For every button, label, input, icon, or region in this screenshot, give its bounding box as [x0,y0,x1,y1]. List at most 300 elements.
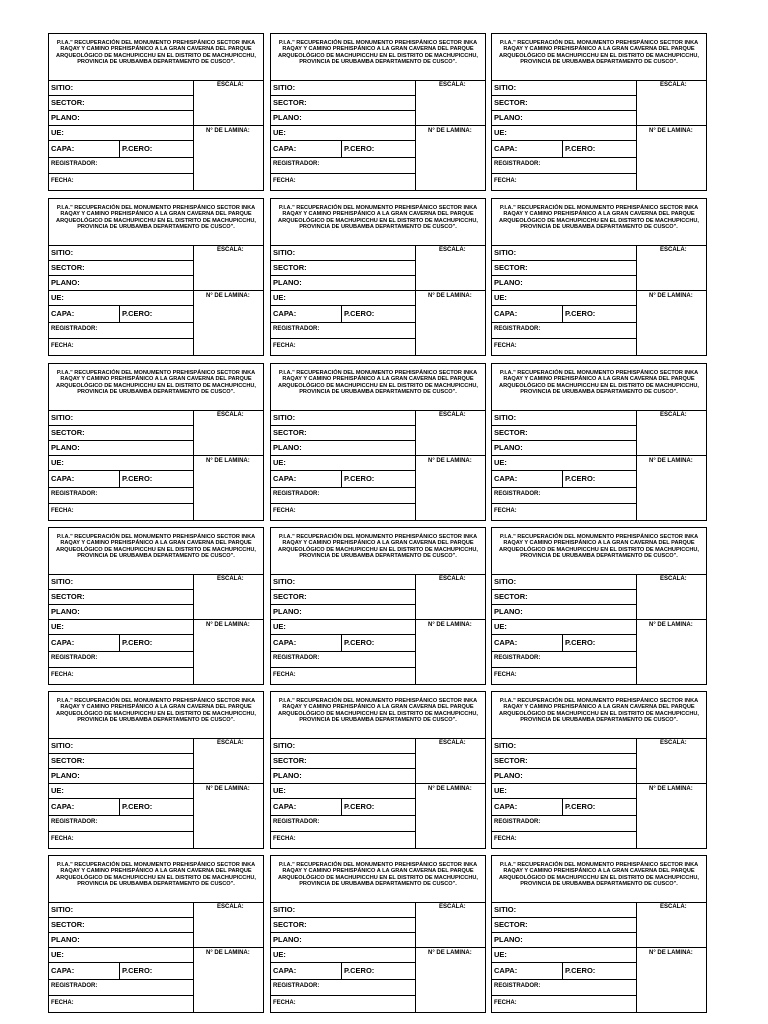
field-divider [492,425,636,426]
registrador-label: REGISTRADOR: [494,983,541,989]
capa-divider [341,140,342,157]
field-divider [492,140,636,141]
fecha-label: FECHA: [494,343,517,349]
field-label-card [491,527,707,685]
pcero-label: P.CERO: [122,966,153,975]
field-divider [492,979,636,980]
capa-label: CAPA: [494,638,518,647]
capa-label: CAPA: [494,474,518,483]
field-divider [492,651,636,652]
field-divider [271,798,415,799]
ue-label: UE: [494,128,507,137]
fecha-label: FECHA: [494,178,517,184]
capa-divider [119,798,120,815]
field-divider [271,157,415,158]
field-divider [271,470,415,471]
lamina-label: N° DE LAMINA: [649,786,693,792]
field-divider [492,305,636,306]
field-divider [49,917,193,918]
sitio-label: SITIO: [51,83,74,92]
field-divider [49,487,193,488]
field-divider [49,173,193,174]
sitio-label: SITIO: [51,905,74,914]
column-divider [636,245,637,355]
fecha-label: FECHA: [51,508,74,514]
field-divider [492,110,636,111]
capa-label: CAPA: [494,144,518,153]
lamina-label: N° DE LAMINA: [649,622,693,628]
field-divider [271,95,415,96]
pcero-label: P.CERO: [565,638,596,647]
fecha-label: FECHA: [494,836,517,842]
field-divider [271,634,415,635]
field-divider [271,917,415,918]
column-divider [193,574,194,684]
fecha-label: FECHA: [494,508,517,514]
ue-label: UE: [51,128,64,137]
plano-label: PLANO: [51,443,80,452]
field-divider [492,634,636,635]
field-divider [49,275,193,276]
pcero-label: P.CERO: [122,638,153,647]
column-divider [193,902,194,1012]
field-divider [49,470,193,471]
column-divider [636,574,637,684]
scale-divider [193,125,263,126]
field-divider [49,798,193,799]
card-title: P.I.A." RECUPERACIÓN DEL MONUMENTO PREHISPÁNICO SECTOR INKA RAQAY Y CAMINO PREHISPÁNICO A LA GRAN CAVERNA DEL PARQUE ARQUEOLÓGICO DE MACHUPICCHU EN EL DISTRITO DE MACHUPICCHU, PROVINCIA DE URUBAMBA DEPARTAMENTO DE CUSCO". [492,364,706,411]
field-divider [49,815,193,816]
sector-label: SECTOR: [494,756,528,765]
field-divider [49,947,193,948]
registrador-label: REGISTRADOR: [51,326,98,332]
lamina-label: N° DE LAMINA: [428,950,472,956]
field-divider [492,768,636,769]
field-divider [49,634,193,635]
sitio-label: SITIO: [51,577,74,586]
scale-divider [415,947,485,948]
escala-label: ESCALA: [660,412,687,418]
field-label-card [48,691,264,849]
field-divider [492,932,636,933]
field-divider [271,815,415,816]
card-title: P.I.A." RECUPERACIÓN DEL MONUMENTO PREHISPÁNICO SECTOR INKA RAQAY Y CAMINO PREHISPÁNICO A LA GRAN CAVERNA DEL PARQUE ARQUEOLÓGICO DE MACHUPICCHU EN EL DISTRITO DE MACHUPICCHU, PROVINCIA DE URUBAMBA DEPARTAMENTO DE CUSCO". [492,692,706,739]
field-divider [271,503,415,504]
ue-label: UE: [494,950,507,959]
lamina-label: N° DE LAMINA: [206,293,250,299]
sector-label: SECTOR: [51,98,85,107]
field-divider [492,275,636,276]
escala-label: ESCALA: [439,412,466,418]
scale-divider [193,947,263,948]
capa-label: CAPA: [494,309,518,318]
pcero-label: P.CERO: [122,474,153,483]
pcero-label: P.CERO: [565,966,596,975]
registrador-label: REGISTRADOR: [273,326,320,332]
field-divider [271,604,415,605]
field-divider [271,768,415,769]
column-divider [415,80,416,190]
plano-label: PLANO: [494,113,523,122]
scale-divider [415,455,485,456]
field-divider [271,783,415,784]
field-divider [271,290,415,291]
scale-divider [636,125,706,126]
registrador-label: REGISTRADOR: [51,161,98,167]
registrador-label: REGISTRADOR: [51,983,98,989]
field-divider [49,95,193,96]
field-divider [49,322,193,323]
field-divider [271,260,415,261]
field-divider [271,667,415,668]
pcero-label: P.CERO: [565,309,596,318]
capa-label: CAPA: [51,144,75,153]
lamina-label: N° DE LAMINA: [428,458,472,464]
capa-divider [119,470,120,487]
pcero-label: P.CERO: [344,474,375,483]
field-divider [492,604,636,605]
field-label-card [491,691,707,849]
ue-label: UE: [273,622,286,631]
scale-divider [193,455,263,456]
pcero-label: P.CERO: [565,802,596,811]
lamina-label: N° DE LAMINA: [206,128,250,134]
field-divider [492,815,636,816]
scale-divider [193,783,263,784]
lamina-label: N° DE LAMINA: [649,950,693,956]
column-divider [415,902,416,1012]
ue-label: UE: [494,293,507,302]
sitio-label: SITIO: [51,413,74,422]
field-divider [492,455,636,456]
capa-divider [119,305,120,322]
field-divider [271,753,415,754]
field-divider [49,140,193,141]
scale-divider [415,125,485,126]
field-divider [492,589,636,590]
escala-label: ESCALA: [217,740,244,746]
field-divider [271,487,415,488]
field-divider [492,798,636,799]
scale-divider [193,290,263,291]
card-title: P.I.A." RECUPERACIÓN DEL MONUMENTO PREHISPÁNICO SECTOR INKA RAQAY Y CAMINO PREHISPÁNICO A LA GRAN CAVERNA DEL PARQUE ARQUEOLÓGICO DE MACHUPICCHU EN EL DISTRITO DE MACHUPICCHU, PROVINCIA DE URUBAMBA DEPARTAMENTO DE CUSCO". [271,528,485,575]
field-divider [271,962,415,963]
ue-label: UE: [51,786,64,795]
ue-label: UE: [273,293,286,302]
field-divider [271,455,415,456]
capa-label: CAPA: [51,474,75,483]
plano-label: PLANO: [494,443,523,452]
capa-label: CAPA: [494,802,518,811]
field-divider [49,651,193,652]
pcero-label: P.CERO: [565,474,596,483]
escala-label: ESCALA: [439,740,466,746]
field-divider [49,667,193,668]
registrador-label: REGISTRADOR: [51,491,98,497]
field-divider [492,470,636,471]
field-label-card [270,855,486,1013]
sitio-label: SITIO: [273,413,296,422]
capa-divider [562,305,563,322]
field-divider [271,305,415,306]
capa-divider [562,634,563,651]
pcero-label: P.CERO: [344,966,375,975]
fecha-label: FECHA: [273,508,296,514]
fecha-label: FECHA: [273,343,296,349]
fecha-label: FECHA: [51,836,74,842]
field-divider [49,979,193,980]
sitio-label: SITIO: [273,248,296,257]
capa-label: CAPA: [494,966,518,975]
fecha-label: FECHA: [494,672,517,678]
fecha-label: FECHA: [273,1000,296,1006]
capa-divider [119,140,120,157]
capa-divider [119,962,120,979]
field-label-card [270,527,486,685]
pcero-label: P.CERO: [344,802,375,811]
field-divider [49,962,193,963]
ue-label: UE: [494,786,507,795]
ue-label: UE: [273,128,286,137]
field-divider [492,173,636,174]
field-label-card [48,527,264,685]
sector-label: SECTOR: [494,263,528,272]
sector-label: SECTOR: [273,428,307,437]
plano-label: PLANO: [51,607,80,616]
capa-divider [341,962,342,979]
pcero-label: P.CERO: [565,144,596,153]
capa-divider [562,798,563,815]
field-divider [271,338,415,339]
card-title: P.I.A." RECUPERACIÓN DEL MONUMENTO PREHISPÁNICO SECTOR INKA RAQAY Y CAMINO PREHISPÁNICO A LA GRAN CAVERNA DEL PARQUE ARQUEOLÓGICO DE MACHUPICCHU EN EL DISTRITO DE MACHUPICCHU, PROVINCIA DE URUBAMBA DEPARTAMENTO DE CUSCO". [271,856,485,903]
field-label-card [491,198,707,356]
field-label-card [270,198,486,356]
escala-label: ESCALA: [217,82,244,88]
field-divider [49,932,193,933]
sector-label: SECTOR: [273,263,307,272]
sitio-label: SITIO: [273,741,296,750]
escala-label: ESCALA: [217,412,244,418]
registrador-label: REGISTRADOR: [273,655,320,661]
card-title: P.I.A." RECUPERACIÓN DEL MONUMENTO PREHISPÁNICO SECTOR INKA RAQAY Y CAMINO PREHISPÁNICO A LA GRAN CAVERNA DEL PARQUE ARQUEOLÓGICO DE MACHUPICCHU EN EL DISTRITO DE MACHUPICCHU, PROVINCIA DE URUBAMBA DEPARTAMENTO DE CUSCO". [49,856,263,903]
field-divider [271,125,415,126]
scale-divider [415,783,485,784]
lamina-label: N° DE LAMINA: [428,128,472,134]
capa-label: CAPA: [273,638,297,647]
column-divider [193,738,194,848]
sitio-label: SITIO: [494,577,517,586]
field-divider [49,305,193,306]
capa-label: CAPA: [273,966,297,975]
field-divider [492,487,636,488]
capa-divider [119,634,120,651]
card-title: P.I.A." RECUPERACIÓN DEL MONUMENTO PREHISPÁNICO SECTOR INKA RAQAY Y CAMINO PREHISPÁNICO A LA GRAN CAVERNA DEL PARQUE ARQUEOLÓGICO DE MACHUPICCHU EN EL DISTRITO DE MACHUPICCHU, PROVINCIA DE URUBAMBA DEPARTAMENTO DE CUSCO". [49,692,263,739]
column-divider [636,80,637,190]
capa-label: CAPA: [51,309,75,318]
capa-divider [341,470,342,487]
registrador-label: REGISTRADOR: [273,819,320,825]
lamina-label: N° DE LAMINA: [206,622,250,628]
plano-label: PLANO: [273,278,302,287]
sector-label: SECTOR: [51,592,85,601]
sector-label: SECTOR: [51,920,85,929]
field-divider [271,440,415,441]
sitio-label: SITIO: [494,248,517,257]
field-divider [492,338,636,339]
field-label-card [48,855,264,1013]
capa-divider [562,140,563,157]
escala-label: ESCALA: [660,904,687,910]
lamina-label: N° DE LAMINA: [649,293,693,299]
field-divider [492,917,636,918]
field-divider [492,667,636,668]
plano-label: PLANO: [273,607,302,616]
field-divider [492,753,636,754]
pcero-label: P.CERO: [122,144,153,153]
card-title: P.I.A." RECUPERACIÓN DEL MONUMENTO PREHISPÁNICO SECTOR INKA RAQAY Y CAMINO PREHISPÁNICO A LA GRAN CAVERNA DEL PARQUE ARQUEOLÓGICO DE MACHUPICCHU EN EL DISTRITO DE MACHUPICCHU, PROVINCIA DE URUBAMBA DEPARTAMENTO DE CUSCO". [49,199,263,246]
registrador-label: REGISTRADOR: [51,655,98,661]
field-divider [492,260,636,261]
plano-label: PLANO: [494,771,523,780]
field-divider [271,140,415,141]
sector-label: SECTOR: [51,428,85,437]
fecha-label: FECHA: [51,672,74,678]
column-divider [193,410,194,520]
capa-label: CAPA: [273,144,297,153]
sector-label: SECTOR: [494,428,528,437]
registrador-label: REGISTRADOR: [494,655,541,661]
capa-divider [562,962,563,979]
field-divider [49,831,193,832]
field-label-card [270,691,486,849]
field-divider [492,157,636,158]
capa-label: CAPA: [51,638,75,647]
ue-label: UE: [51,293,64,302]
scale-divider [193,619,263,620]
field-label-card [48,363,264,521]
field-divider [271,322,415,323]
pcero-label: P.CERO: [344,309,375,318]
field-divider [271,589,415,590]
escala-label: ESCALA: [660,576,687,582]
sitio-label: SITIO: [494,413,517,422]
escala-label: ESCALA: [217,247,244,253]
scale-divider [415,290,485,291]
escala-label: ESCALA: [660,82,687,88]
field-divider [492,95,636,96]
field-divider [492,619,636,620]
sitio-label: SITIO: [273,577,296,586]
card-title: P.I.A." RECUPERACIÓN DEL MONUMENTO PREHISPÁNICO SECTOR INKA RAQAY Y CAMINO PREHISPÁNICO A LA GRAN CAVERNA DEL PARQUE ARQUEOLÓGICO DE MACHUPICCHU EN EL DISTRITO DE MACHUPICCHU, PROVINCIA DE URUBAMBA DEPARTAMENTO DE CUSCO". [492,528,706,575]
scale-divider [636,947,706,948]
field-divider [49,440,193,441]
pcero-label: P.CERO: [122,309,153,318]
capa-divider [341,305,342,322]
field-divider [49,589,193,590]
plano-label: PLANO: [273,771,302,780]
field-divider [49,455,193,456]
plano-label: PLANO: [51,113,80,122]
sector-label: SECTOR: [273,756,307,765]
field-divider [49,338,193,339]
fecha-label: FECHA: [494,1000,517,1006]
escala-label: ESCALA: [660,740,687,746]
plano-label: PLANO: [51,278,80,287]
column-divider [193,245,194,355]
plano-label: PLANO: [273,443,302,452]
ue-label: UE: [494,458,507,467]
capa-label: CAPA: [273,309,297,318]
field-divider [271,275,415,276]
plano-label: PLANO: [273,113,302,122]
sitio-label: SITIO: [494,905,517,914]
ue-label: UE: [51,950,64,959]
ue-label: UE: [51,622,64,631]
field-divider [271,932,415,933]
capa-label: CAPA: [273,802,297,811]
lamina-label: N° DE LAMINA: [206,950,250,956]
card-title: P.I.A." RECUPERACIÓN DEL MONUMENTO PREHISPÁNICO SECTOR INKA RAQAY Y CAMINO PREHISPÁNICO A LA GRAN CAVERNA DEL PARQUE ARQUEOLÓGICO DE MACHUPICCHU EN EL DISTRITO DE MACHUPICCHU, PROVINCIA DE URUBAMBA DEPARTAMENTO DE CUSCO". [271,199,485,246]
lamina-label: N° DE LAMINA: [428,786,472,792]
escala-label: ESCALA: [660,247,687,253]
field-label-card [48,198,264,356]
capa-label: CAPA: [51,966,75,975]
field-divider [492,783,636,784]
escala-label: ESCALA: [217,576,244,582]
ue-label: UE: [51,458,64,467]
field-divider [492,947,636,948]
field-divider [492,503,636,504]
card-title: P.I.A." RECUPERACIÓN DEL MONUMENTO PREHISPÁNICO SECTOR INKA RAQAY Y CAMINO PREHISPÁNICO A LA GRAN CAVERNA DEL PARQUE ARQUEOLÓGICO DE MACHUPICCHU EN EL DISTRITO DE MACHUPICCHU, PROVINCIA DE URUBAMBA DEPARTAMENTO DE CUSCO". [492,856,706,903]
card-title: P.I.A." RECUPERACIÓN DEL MONUMENTO PREHISPÁNICO SECTOR INKA RAQAY Y CAMINO PREHISPÁNICO A LA GRAN CAVERNA DEL PARQUE ARQUEOLÓGICO DE MACHUPICCHU EN EL DISTRITO DE MACHUPICCHU, PROVINCIA DE URUBAMBA DEPARTAMENTO DE CUSCO". [492,199,706,246]
escala-label: ESCALA: [439,247,466,253]
field-divider [492,440,636,441]
column-divider [415,738,416,848]
sector-label: SECTOR: [273,920,307,929]
sitio-label: SITIO: [51,741,74,750]
field-label-card [491,363,707,521]
column-divider [636,738,637,848]
registrador-label: REGISTRADOR: [273,161,320,167]
field-divider [492,831,636,832]
column-divider [636,410,637,520]
registrador-label: REGISTRADOR: [494,491,541,497]
escala-label: ESCALA: [439,82,466,88]
registrador-label: REGISTRADOR: [494,819,541,825]
lamina-label: N° DE LAMINA: [428,293,472,299]
field-label-card [48,33,264,191]
lamina-label: N° DE LAMINA: [649,128,693,134]
field-divider [271,995,415,996]
escala-label: ESCALA: [217,904,244,910]
scale-divider [636,783,706,784]
sector-label: SECTOR: [494,592,528,601]
field-divider [49,619,193,620]
registrador-label: REGISTRADOR: [494,326,541,332]
fecha-label: FECHA: [273,672,296,678]
column-divider [193,80,194,190]
field-divider [271,651,415,652]
pcero-label: P.CERO: [344,638,375,647]
scale-divider [636,619,706,620]
field-label-card [270,363,486,521]
field-divider [271,979,415,980]
field-divider [271,947,415,948]
registrador-label: REGISTRADOR: [51,819,98,825]
field-divider [492,995,636,996]
sitio-label: SITIO: [273,83,296,92]
field-divider [271,173,415,174]
